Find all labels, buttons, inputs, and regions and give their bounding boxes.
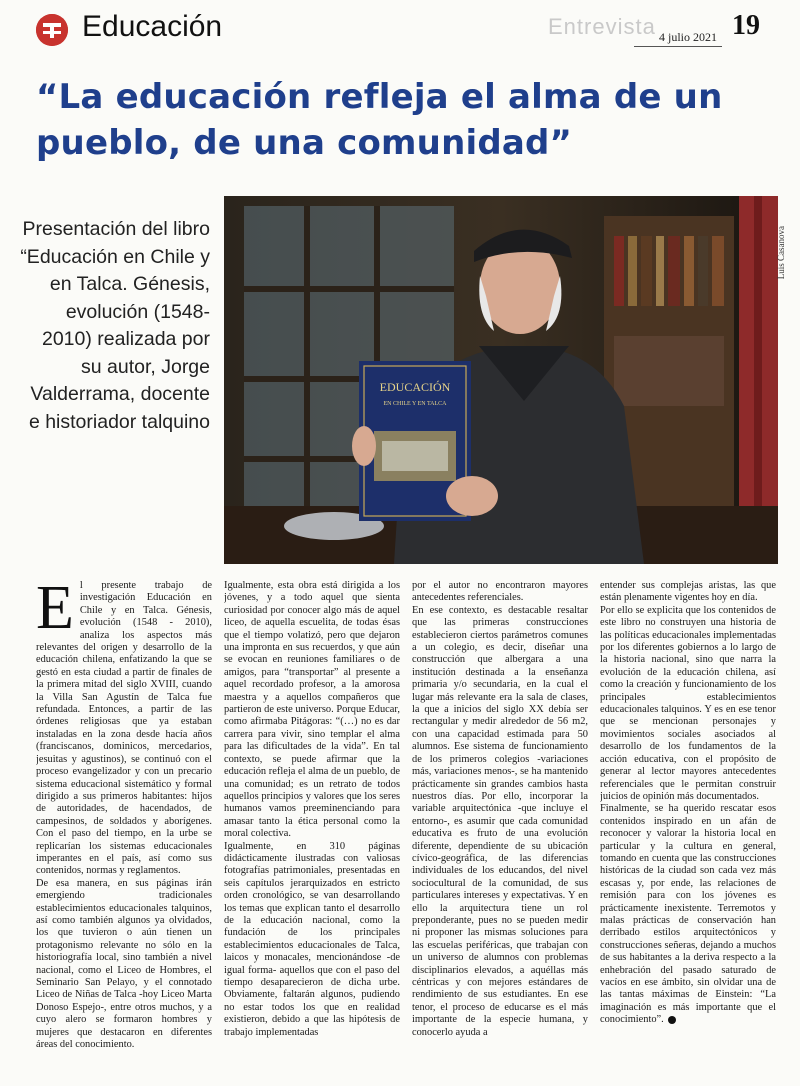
body-column-2 [224,580,400,1080]
newspaper-logo-icon [36,14,68,46]
body-column-1 [36,580,212,1080]
page-header [0,0,800,60]
paragraph: por el autor no encontraron mayores antecedentes referenciales. [412,580,588,604]
author-photo [224,196,778,564]
article-body [36,580,776,1080]
paragraph: Por ello se explicita que los contenidos de este libro no construyen una historia de las políticas educacionales implementadas por los diferentes gobiernos a lo largo de la historia nacional, sino que narra la evolución de la educación chilena, así como la creación y funcionamiento de los principales establecimientos educacionales talquinos. Y es en ese tenor que se mencionan personajes y movimientos sociales asociados al desarrollo de los fundamentos de la acción educativa, con el propósito de generar al lector mayores antecedentes referenciales que le permitan construir juicios de opinión más documentados. [600,604,776,802]
paragraph: l presente trabajo de investigación Educación en Chile y en Talca. Génesis, evolución (1548 - 2010), analiza los aspectos más relevantes del origen y desarrollo de la educación chilena, enfatizando la que se gestó en esta ciudad a partir de finales de la primera mitad del siglo XVIII, cuando la Villa San Agustín de Talca fue refundada. Entonces, a partir de las órdenes religiosas que ya estaban instaladas en la zona desde hacía años (franciscanos, dominicos, mercedarios, jesuitas y agustinos), se continuó con el proceso evangelizador y con un precario sistema educacional sistemático y formal dirigido a sus primeros habitantes: hijos de autoridades, de hacendados, de campesinos, de soldados y aborígenes. Con el paso del tiempo, en la urbe se replicarían los sistemas educacionales imperantes en el país, así como sus contenidos, normas y reglamentos. [36,580,212,877]
paragraph: Igualmente, en 310 páginas didácticamente ilustradas con valiosas fotografías patrimoniales, presentadas en seis capítulos jerarquizados en estricto orden cronológico, se van desarrollando los temas que explican tanto el desarrollo de la educación nacional, como la fundación de los principales establecimientos educacionales de Talca, laicos y monacales, mencionándose -de igual forma- aquellos que con el paso del tiempo desaparecieron de dicha urbe. Obviamente, faltarán algunos, pudiendo no estar todos los que en realidad existieron, debido a que las hipótesis de trabajo implementadas [224,840,400,1038]
article-headline: “La educación refleja el alma de un pueblo, de una comunidad” [36,77,723,163]
photo-credit: Luis Casanova [776,226,786,280]
page-number: 19 [732,10,760,41]
issue-date: 4 julio 2021 [658,30,717,44]
bleedthrough-section-text: Entrevista [548,14,656,39]
section-title: Educación [82,10,223,43]
date-underline [634,46,722,47]
closing-paragraph-text: Finalmente, se ha querido rescatar esos contenidos inspirado en un afán de reconocer y valorar la historia local en particular y la cultura en general, tomando en cuenta que las construcciones históricas de la ciudad son cada vez más escasas y, por ende, las relaciones de remisión para con los jóvenes es prácticamente inexistente. Terremotos y malas prácticas de conservación han derribado estilos arquitectónicos y construcciones señeras, dejando a muchos de sus habitantes a la deriva respecto a la enhebración del pasado saturado de vacíos en ese ámbito, sin olvidar una de las tantas máximas de Einstein: “La imaginación es más importante que el conocimiento”. [600,803,776,1026]
end-of-article-icon [668,1016,676,1024]
paragraph: De esa manera, en sus páginas irán emergiendo tradicionales establecimientos educacionales talquinos, así como también algunos ya olvidados, los que tuvieron o aún tienen un protagonismo relevante no sólo en la historiografía local, sino también a nivel nacional, como el Liceo de Hombres, el Seminario San Pelayo, y el connotado Liceo de Niñas de Talca -hoy Liceo Marta Donoso Espejo-, entre otros muchos, y a cuyo alero se formaron hombres y mujeres que destacaron en diferentes áreas del conocimiento. [36,877,212,1051]
body-column-3 [412,580,588,1080]
body-column-4 [600,580,776,1080]
book-cover-title: EDUCACIÓN [379,380,451,394]
dropcap-letter: E [36,580,74,642]
paragraph: En ese contexto, es destacable resaltar que las primeras construcciones establecieron ciertos parámetros comunes a un colegio, es decir, diseñar una construcción que albergara a una institución destinada a la enseñanza primaria y/o secundaria, en la cual el lugar más relevante era la sala de clases, la que a inicios del siglo XX debía ser rectangular y medir alrededor de 56 m2, con una capacidad estimada para 50 alumnos. Ese sistema de funcionamiento de los primeros colegios -variaciones más, variaciones menos-, se ha mantenido prácticamente sin grandes cambios hasta nuestros días. Por ello, incorporar la variable arquitectónica -que incluye el entorno-, es asumir que cada comunidad educativa es fruto de una evolución diferente, dependiente de su ubicación cívico-geográfica, de las diferencias individuales de los educandos, del nivel sociocultural de la comunidad, de sus particulares intereses y expectativas. Y en ello la arquitectura tiene un rol preponderante, pues no se pueden medir ni proponer las mismas soluciones para las escuelas periféricas, que trabajan con un universo de alumnos con problemas disciplinarios elevados, a aquéllas más céntricas y con mejores estándares de rendimiento de sus estudiantes. En ese tenor, el proceso de educarse es el más importante de la especie humana, y conocerlo ayuda a [412,604,588,1038]
paragraph [600,803,776,1026]
paragraph: Igualmente, esta obra está dirigida a los jóvenes, y a todo aquel que sienta curiosidad por conocer algo más de aquel liceo, de aquella escuelita, de todas ésas que el tiempo volatizó, pero que dejaron una impronta en sus recuerdos, y que aún se evocan en reuniones familiares o de amigos, para “transportar” al presente a aquel recordado profesor, a la amorosa maestra y a aquellos compañeros que partieron de este universo. Porque Educar, como afirmaba Pitágoras: “(…) no es dar carrera para vivir, sino templar el alma para las dificultades de la vida”. En tal contexto, se puede afirmar que la educación refleja el alma de un pueblo, de una comunidad; es un retrato de todos aquellos principios y valores que los seres humanos vamos preeminenciando para amasar tanto la ética personal como la moral colectiva. [224,580,400,840]
book-cover-subtitle: EN CHILE Y EN TALCA [383,401,447,407]
article-deck: Presentación del libro “Educación en Chile y en Talca. Génesis, evolución (1548-2010) realizada por su autor, Jorge Valderrama, docente e historiador talquino [20,218,210,433]
paragraph: entender sus complejas aristas, las que están plenamente vigentes hoy en día. [600,580,776,604]
